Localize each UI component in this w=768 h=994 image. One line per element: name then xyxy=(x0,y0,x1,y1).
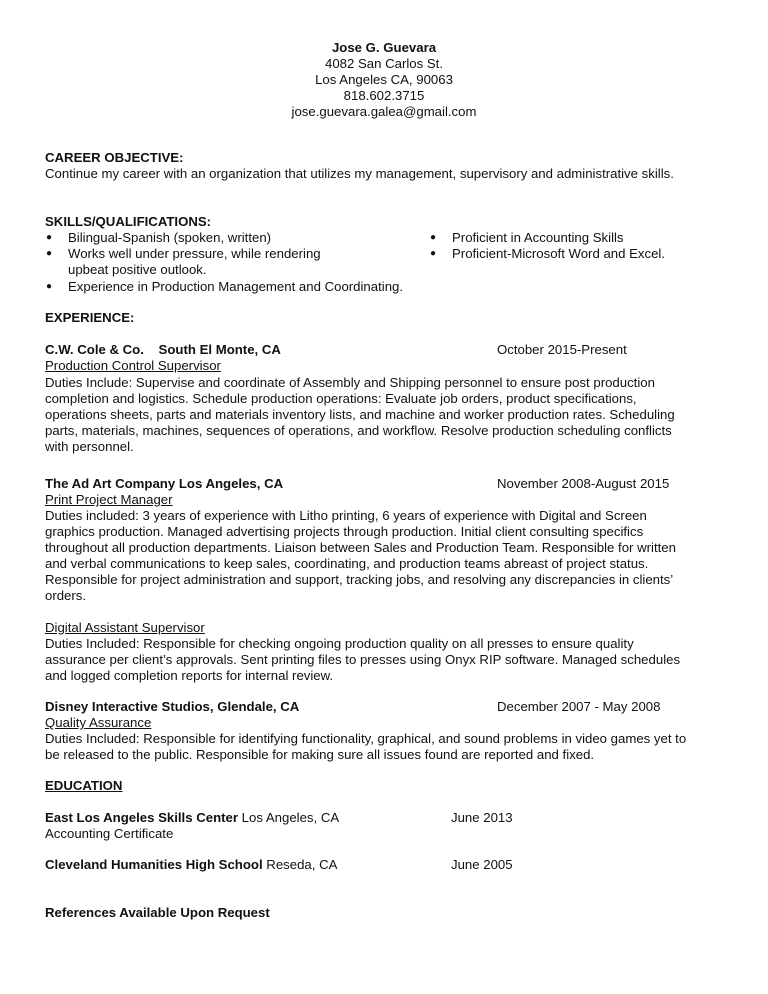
skills-heading: SKILLS/QUALIFICATIONS: xyxy=(45,214,212,229)
company-name: Disney Interactive Studios, Glendale, CA xyxy=(45,699,300,714)
school-location: Los Angeles, CA xyxy=(238,810,340,825)
duties-line: orders. xyxy=(45,588,87,603)
duties-line: completion and logistics. Schedule production operations: Evaluate job orders, product specifications, xyxy=(45,391,637,406)
bullet-icon: ● xyxy=(430,248,437,259)
school-entry xyxy=(45,857,337,873)
education-heading: EDUCATION xyxy=(45,778,123,793)
objective-heading: CAREER OBJECTIVE: xyxy=(45,150,184,165)
skill-item: Proficient-Microsoft Word and Excel. xyxy=(452,246,666,261)
school-date: June 2005 xyxy=(451,857,513,872)
email: jose.guevara.galea@gmail.com xyxy=(291,104,477,119)
skill-item-continued: upbeat positive outlook. xyxy=(68,262,207,277)
duties-line: with personnel. xyxy=(45,439,134,454)
school-entry xyxy=(45,810,339,826)
company-name: C.W. Cole & Co. South El Monte, CA xyxy=(45,342,281,357)
duties-line: be released to the public. Responsible for making sure all issues found are reported and fixed. xyxy=(45,747,595,762)
duties-line: Duties included: 3 years of experience with Litho printing, 6 years of experience with Digital and Screen xyxy=(45,508,647,523)
duties-line: graphics production. Managed advertising projects through production. Initial client consulting specifics xyxy=(45,524,644,539)
name: Jose G. Guevara xyxy=(331,40,437,55)
school-location: Reseda, CA xyxy=(262,857,338,872)
job-title: Digital Assistant Supervisor xyxy=(45,620,205,635)
skill-item: Proficient in Accounting Skills xyxy=(452,230,624,245)
bullet-icon: ● xyxy=(46,248,53,259)
job-title: Production Control Supervisor xyxy=(45,358,221,373)
duties-line: operations sheets, parts and materials inventory lists, and machine and worker production rates. Scheduling xyxy=(45,407,675,422)
duties-line: assurance per client’s approvals. Sent printing files to presses using Onyx RIP software. Managed schedules xyxy=(45,652,681,667)
phone: 818.602.3715 xyxy=(343,88,425,103)
job-dates: November 2008-August 2015 xyxy=(497,476,670,491)
duties-line: Duties Included: Responsible for checking ongoing production quality on all presses to ensure quality xyxy=(45,636,634,651)
job-dates: October 2015-Present xyxy=(497,342,627,357)
company-name: The Ad Art Company Los Angeles, CA xyxy=(45,476,284,491)
job-title: Quality Assurance xyxy=(45,715,152,730)
school-name: East Los Angeles Skills Center xyxy=(45,810,238,825)
duties-line: Duties Included: Responsible for identifying functionality, graphical, and sound problems in video games yet to xyxy=(45,731,687,746)
duties-line: and verbal communications to keep sales, coordinating, and production teams abreast of project status. xyxy=(45,556,649,571)
references-note: References Available Upon Request xyxy=(45,905,270,920)
bullet-icon: ● xyxy=(430,232,437,243)
job-dates: December 2007 - May 2008 xyxy=(497,699,661,714)
duties-line: parts, materials, machines, sequences of operations, and workflow. Resolve production scheduling conflicts xyxy=(45,423,672,438)
duties-line: Responsible for project administration and support, tracking jobs, and resolving any discrepancies in clients’ xyxy=(45,572,674,587)
duties-line: throughout all production departments. Liaison between Sales and Production Team. Responsible for written xyxy=(45,540,676,555)
school-name: Cleveland Humanities High School xyxy=(45,857,263,872)
school-date: June 2013 xyxy=(451,810,513,825)
city-address: Los Angeles CA, 90063 xyxy=(315,72,453,87)
duties-line: Duties Include: Supervise and coordinate of Assembly and Shipping personnel to ensure post production xyxy=(45,375,655,390)
street-address: 4082 San Carlos St. xyxy=(324,56,444,71)
experience-heading: EXPERIENCE: xyxy=(45,310,135,325)
duties-line: and logged completion reports for internal review. xyxy=(45,668,334,683)
school-detail: Accounting Certificate xyxy=(45,826,174,841)
bullet-icon: ● xyxy=(46,281,53,292)
skill-item: Works well under pressure, while rendering xyxy=(68,246,321,261)
skill-item: Experience in Production Management and Coordinating. xyxy=(68,279,404,294)
objective-text: Continue my career with an organization that utilizes my management, supervisory and administrative skills. xyxy=(45,166,674,181)
skill-item: Bilingual-Spanish (spoken, written) xyxy=(68,230,272,245)
bullet-icon: ● xyxy=(46,232,53,243)
job-title: Print Project Manager xyxy=(45,492,173,507)
